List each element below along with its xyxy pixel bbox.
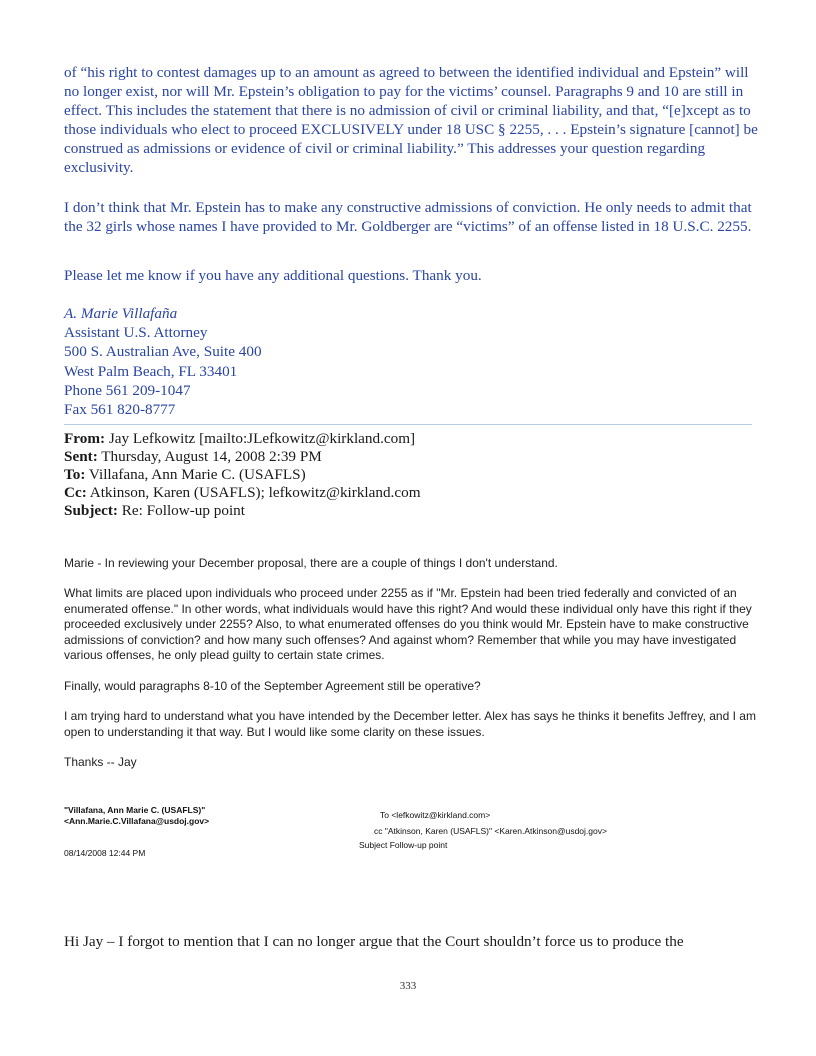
header-sent: Sent: Thursday, August 14, 2008 2:39 PM bbox=[64, 448, 322, 465]
memo-final-question: Finally, would paragraphs 8-10 of the September Agreement still be operative? bbox=[64, 679, 481, 693]
original-sender bbox=[64, 805, 209, 827]
signature-name: A. Marie Villafaña bbox=[64, 305, 178, 322]
original-sender-email: <Ann.Marie.C.Villafana@usdoj.gov> bbox=[64, 816, 210, 826]
memo-greeting: Marie - In reviewing your December proposal, there are a couple of things I don't understand. bbox=[64, 556, 558, 570]
original-to: To <lefkowitz@kirkland.com> bbox=[380, 810, 491, 820]
signature-address-line2: West Palm Beach, FL 33401 bbox=[64, 362, 238, 380]
header-to: To: Villafana, Ann Marie C. (USAFLS) bbox=[64, 466, 306, 483]
reply-paragraph-damages: of “his right to contest damages up to an amount as agreed to between the identified individual and Epstein” will no longer exist, nor will Mr. Epstein’s obligation to pay for the victims’ counsel. Paragraphs 9 and 10 are still in effect. This includes the statement that there is no admission of civil or criminal liability, and that, “[e]xcept as to those individuals who elect to proceed EXCLUSIVELY under 18 USC § 2255, . . . Epstein’s signature [cannot] be construed as admissions or evidence of civil or criminal liability.” This addresses your question regarding exclusivity. bbox=[64, 64, 758, 176]
page-number: 333 bbox=[399, 980, 417, 992]
signature-title: Assistant U.S. Attorney bbox=[64, 324, 208, 342]
original-cc: cc "Atkinson, Karen (USAFLS)" <Karen.Atkinson@usdoj.gov> bbox=[374, 826, 607, 836]
original-subject: Subject Follow-up point bbox=[359, 840, 448, 850]
memo-questions: What limits are placed upon individuals who proceed under 2255 as if "Mr. Epstein had been tried federally and convicted of an enumerated offense." In other words, what individuals would have this right? And would these individual only have this right if they proceeded exclusively under 2255? Also, to what enumerated offenses do you think would Mr. Epstein have to make constructive admissions of conviction? and how many such offenses? And against whom? Remember that while you may have investigated various offenses, he only plead guilty to certain state crimes. bbox=[64, 586, 752, 662]
header-from: From: Jay Lefkowitz [mailto:JLefkowitz@kirkland.com] bbox=[64, 430, 416, 447]
signature-fax: Fax 561 820-8777 bbox=[64, 401, 176, 419]
header-subject: Subject: Re: Follow-up point bbox=[64, 502, 245, 519]
forwarded-email-headers bbox=[64, 430, 421, 520]
header-cc: Cc: Atkinson, Karen (USAFLS); lefkowitz@kirkland.com bbox=[64, 484, 421, 501]
original-sender-name: "Villafana, Ann Marie C. (USAFLS)" bbox=[64, 805, 206, 815]
email-separator-rule bbox=[64, 424, 752, 425]
memo-signoff: Thanks -- Jay bbox=[64, 755, 137, 769]
reply-paragraph-admissions: I don’t think that Mr. Epstein has to make any constructive admissions of conviction. He only needs to admit that the 32 girls whose names I have provided to Mr. Goldberger are “victims” of an offense listed in 18 U.S.C. 2255. bbox=[64, 199, 752, 235]
signature-block bbox=[64, 304, 262, 419]
signature-phone: Phone 561 209-1047 bbox=[64, 381, 191, 399]
reply-paragraph-closing: Please let me know if you have any additional questions. Thank you. bbox=[64, 267, 482, 284]
signature-address-line1: 500 S. Australian Ave, Suite 400 bbox=[64, 343, 262, 361]
original-date: 08/14/2008 12:44 PM bbox=[64, 848, 146, 858]
continuation-paragraph: Hi Jay – I forgot to mention that I can no longer argue that the Court shouldn’t force us to produce the bbox=[64, 933, 684, 950]
memo-clarity-request: I am trying hard to understand what you have intended by the December letter. Alex has says he thinks it benefits Jeffrey, and I am open to understanding it that way. But I would like some clarity on these issues. bbox=[64, 709, 756, 739]
